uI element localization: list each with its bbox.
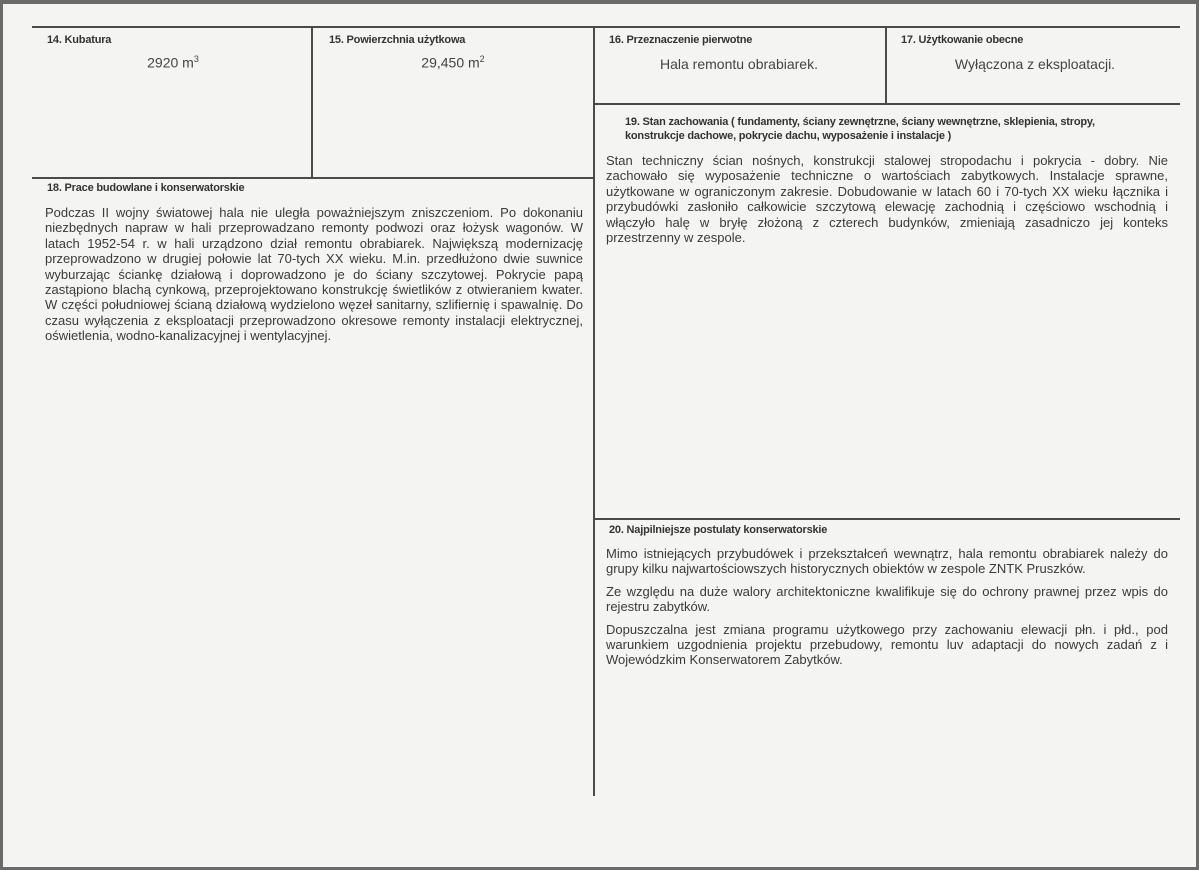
field-15-unit-sup: 2 <box>479 54 485 64</box>
field-16-title: 16. Przeznaczenie pierwotne <box>609 34 753 46</box>
divider-col-15 <box>311 26 313 178</box>
field-14-title: 14. Kubatura <box>47 34 112 46</box>
divider-row-18 <box>32 177 595 179</box>
field-15-value <box>363 54 543 71</box>
field-17-title: 17. Użytkowanie obecne <box>901 34 1024 46</box>
field-15-title: 15. Powierzchnia użytkowa <box>329 34 466 46</box>
top-edge <box>3 4 1196 26</box>
field-14-value <box>83 54 263 71</box>
field-17-value: Wyłączona z eksploatacji. <box>954 56 1116 72</box>
field-20-paragraph-2: Ze względu na duże walory architektoniczne kwalifikuje się do ochrony prawnej przez wpis do rejestru zabytków. <box>606 583 1168 615</box>
field-20-title: 20. Najpilniejsze postulaty konserwatorskie <box>609 524 828 536</box>
field-16-value: Hala remontu obrabiarek. <box>660 56 818 72</box>
field-15-number: 29,450 m <box>421 54 480 71</box>
divider-top <box>32 26 1180 28</box>
field-14-number: 2920 m <box>147 54 194 71</box>
field-19-title: 19. Stan zachowania ( fundamenty, ściany zewnętrzne, ściany wewnętrzne, sklepienia, stropy, konstrukcje dachowe, pokrycie dachu, wyposażenie i instalacje ) <box>625 116 1095 142</box>
field-20-paragraph-3: Dopuszczalna jest zmiana programu użytkowego przy zachowaniu elewacji płn. i płd., pod warunkiem uzgodnienia projektu przebudowy, remontu luv adaptacji do nowych zadań z i Wojewódzkim Konserwatorem Zabytków. <box>606 621 1168 668</box>
field-18-text: Podczas II wojny światowej hala nie uległa poważniejszym zniszczeniom. Po dokonaniu niezbędnych napraw w hali przeprowadzano remonty podwozi oraz łożysk wagonów. W latach 1952-54 r. w hali urządzono dział remontu obrabiarek. Największą modernizację przeprowadzono w drugiej połowie lat 70-tych XX wieku. M.in. przedłużono dwie suwnice wyburzając ściankę działową i doprowadzono je do ściany szczytowej. Pokrycie papą zastąpiono blachą cynkową, przeprojektowano konstrukcję świetlików z otwieraniem kwater. W części południowej ścianą działową wydzielono węzeł sanitarny, szlifiernię i spawalnię. Do czasu wyłączenia z eksploatacji przeprowadzono okresowe remonty instalacji elektrycznej, oświetlenia, wodno-kanalizacyjnej i wentylacyjnej. <box>45 205 583 344</box>
divider-col-16 <box>593 26 595 796</box>
field-20-paragraph-1: Mimo istniejących przybudówek i przekształceń wewnątrz, hala remontu obrabiarek należy do grupy kilku najwartościowszych historycznych obiektów w zespole ZNTK Pruszków. <box>606 546 1168 577</box>
field-19-text: Stan techniczny ścian nośnych, konstrukcji stalowej stropodachu i pokrycia - dobry. Nie zachowało się wyposażenie techniczne o wartościach zabytkowych. Instalacje sprawne, użytkowane w ograniczonym zakresie. Dobudowanie w latach 60 i 70-tych XX wieku łącznika i przybudówki zasłoniło całkowicie szczytową elewację zachodnią i częściowo wschodnią i włączyło halę w bryłę złożoną z czterech budynków, zmieniają zasadniczo jej konteks przestrzenny w zespole. <box>606 153 1168 246</box>
divider-row-20 <box>593 518 1180 520</box>
divider-col-17 <box>885 26 887 104</box>
field-20-text <box>606 546 1168 675</box>
field-14-unit-sup: 3 <box>193 54 199 64</box>
divider-row-19 <box>593 103 1180 105</box>
field-18-title: 18. Prace budowlane i konserwatorskie <box>47 182 245 194</box>
form-sheet <box>3 4 1196 867</box>
